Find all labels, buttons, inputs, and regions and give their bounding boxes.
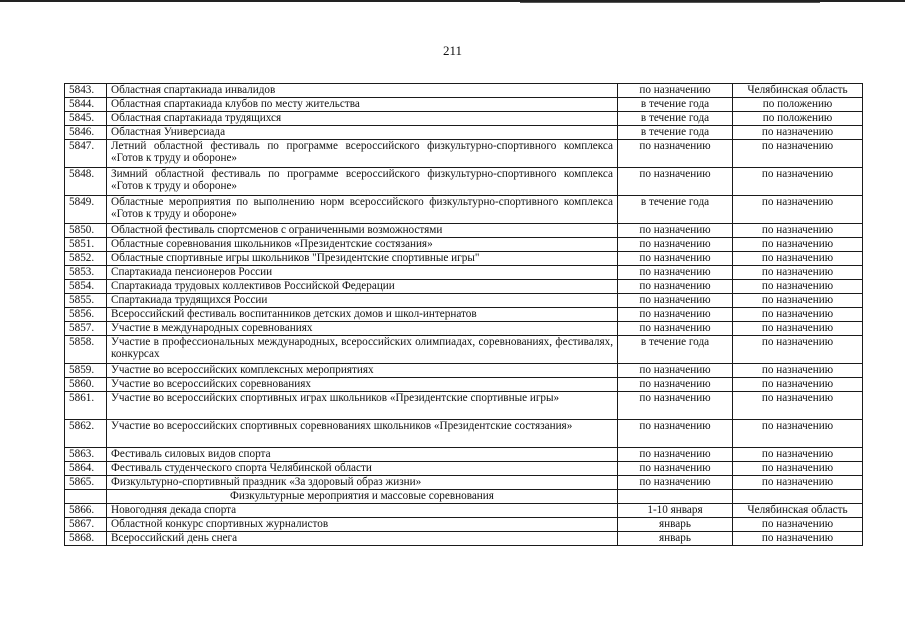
event-name: Участие во всероссийских спортивных соревнованиях школьников «Президентские состязания» <box>107 420 618 448</box>
event-name: Спартакиада пенсионеров России <box>107 266 618 280</box>
row-number: 5844. <box>65 98 107 112</box>
event-location: Челябинская область <box>733 504 863 518</box>
event-location: по назначению <box>733 168 863 196</box>
event-location: по назначению <box>733 224 863 238</box>
event-location: по назначению <box>733 476 863 490</box>
event-name: Областная спартакиада клубов по месту жительства <box>107 98 618 112</box>
event-name: Областные спортивные игры школьников "Президентские спортивные игры" <box>107 252 618 266</box>
event-location: по назначению <box>733 392 863 420</box>
event-term: по назначению <box>618 224 733 238</box>
table-row <box>65 364 863 378</box>
event-name: Участие во всероссийских соревнованиях <box>107 378 618 392</box>
event-term: январь <box>618 518 733 532</box>
table-row <box>65 420 863 448</box>
table-row <box>65 448 863 462</box>
event-name: Участие в профессиональных международных, всероссийских олимпиадах, соревнованиях, фестивалях, конкурсах <box>107 336 618 364</box>
table-row <box>65 84 863 98</box>
event-name: Областная спартакиада трудящихся <box>107 112 618 126</box>
table-row <box>65 266 863 280</box>
table-row <box>65 126 863 140</box>
event-location: Челябинская область <box>733 84 863 98</box>
row-number: 5847. <box>65 140 107 168</box>
event-term: 1-10 января <box>618 504 733 518</box>
event-name: Фестиваль силовых видов спорта <box>107 448 618 462</box>
event-term: по назначению <box>618 280 733 294</box>
event-name: Новогодняя декада спорта <box>107 504 618 518</box>
row-number: 5845. <box>65 112 107 126</box>
table-row <box>65 224 863 238</box>
event-name: Участие во всероссийских комплексных мероприятиях <box>107 364 618 378</box>
event-name: Областной фестиваль спортсменов с ограниченными возможностями <box>107 224 618 238</box>
row-number: 5862. <box>65 420 107 448</box>
event-term: в течение года <box>618 336 733 364</box>
event-name: Спартакиада трудящихся России <box>107 294 618 308</box>
event-name: Всероссийский день снега <box>107 532 618 546</box>
event-location: по назначению <box>733 238 863 252</box>
event-name: Областные мероприятия по выполнению норм всероссийского физкультурно-спортивного комплекса «Готов к труду и обороне» <box>107 196 618 224</box>
row-number: 5858. <box>65 336 107 364</box>
table-row <box>65 280 863 294</box>
section-title: Физкультурные мероприятия и массовые соревнования <box>107 490 618 504</box>
event-location: по назначению <box>733 266 863 280</box>
table-row <box>65 140 863 168</box>
table-row <box>65 476 863 490</box>
event-term: по назначению <box>618 294 733 308</box>
event-term: по назначению <box>618 476 733 490</box>
event-name: Физкультурно-спортивный праздник «За здоровый образ жизни» <box>107 476 618 490</box>
event-location: по назначению <box>733 252 863 266</box>
event-location: по назначению <box>733 420 863 448</box>
event-location: по назначению <box>733 448 863 462</box>
table-row <box>65 322 863 336</box>
event-name: Областная спартакиада инвалидов <box>107 84 618 98</box>
section-header-row <box>65 490 863 504</box>
section-number-cell <box>65 490 107 504</box>
event-term: по назначению <box>618 420 733 448</box>
row-number: 5850. <box>65 224 107 238</box>
event-term: по назначению <box>618 84 733 98</box>
event-term: по назначению <box>618 266 733 280</box>
row-number: 5854. <box>65 280 107 294</box>
event-name: Областная Универсиада <box>107 126 618 140</box>
event-name: Фестиваль студенческого спорта Челябинской области <box>107 462 618 476</box>
row-number: 5853. <box>65 266 107 280</box>
table-row <box>65 392 863 420</box>
event-term: январь <box>618 532 733 546</box>
event-location: по назначению <box>733 378 863 392</box>
row-number: 5843. <box>65 84 107 98</box>
event-name: Участие в международных соревнованиях <box>107 322 618 336</box>
event-location: по назначению <box>733 280 863 294</box>
table-row <box>65 462 863 476</box>
table-row <box>65 532 863 546</box>
table-row <box>65 98 863 112</box>
event-location: по назначению <box>733 140 863 168</box>
section-location-cell <box>733 490 863 504</box>
row-number: 5868. <box>65 532 107 546</box>
event-term: в течение года <box>618 112 733 126</box>
event-name: Спартакиада трудовых коллективов Российской Федерации <box>107 280 618 294</box>
events-table-body <box>65 84 863 546</box>
event-name: Участие во всероссийских спортивных играх школьников «Президентские спортивные игры» <box>107 392 618 420</box>
row-number: 5846. <box>65 126 107 140</box>
table-row <box>65 252 863 266</box>
table-row <box>65 336 863 364</box>
event-term: по назначению <box>618 448 733 462</box>
event-term: в течение года <box>618 98 733 112</box>
row-number: 5852. <box>65 252 107 266</box>
event-name: Летний областной фестиваль по программе всероссийского физкультурно-спортивного комплекса «Готов к труду и обороне» <box>107 140 618 168</box>
event-location: по назначению <box>733 364 863 378</box>
table-row <box>65 168 863 196</box>
table-row <box>65 196 863 224</box>
event-term: в течение года <box>618 196 733 224</box>
event-term: по назначению <box>618 238 733 252</box>
event-location: по назначению <box>733 294 863 308</box>
row-number: 5865. <box>65 476 107 490</box>
event-term: по назначению <box>618 252 733 266</box>
event-location: по назначению <box>733 518 863 532</box>
table-row <box>65 238 863 252</box>
event-term: по назначению <box>618 168 733 196</box>
row-number: 5859. <box>65 364 107 378</box>
event-location: по назначению <box>733 126 863 140</box>
row-number: 5861. <box>65 392 107 420</box>
events-table <box>64 83 863 546</box>
event-location: по положению <box>733 112 863 126</box>
row-number: 5849. <box>65 196 107 224</box>
table-row <box>65 294 863 308</box>
event-location: по назначению <box>733 462 863 476</box>
event-term: по назначению <box>618 364 733 378</box>
event-name: Зимний областной фестиваль по программе всероссийского физкультурно-спортивного комплекса «Готов к труду и обороне» <box>107 168 618 196</box>
page-top-border-secondary <box>520 2 820 3</box>
section-term-cell <box>618 490 733 504</box>
row-number: 5857. <box>65 322 107 336</box>
row-number: 5851. <box>65 238 107 252</box>
event-term: в течение года <box>618 126 733 140</box>
event-term: по назначению <box>618 308 733 322</box>
event-term: по назначению <box>618 140 733 168</box>
row-number: 5848. <box>65 168 107 196</box>
event-location: по назначению <box>733 322 863 336</box>
event-location: по назначению <box>733 336 863 364</box>
table-row <box>65 112 863 126</box>
event-name: Всероссийский фестиваль воспитанников детских домов и школ-интернатов <box>107 308 618 322</box>
table-row <box>65 504 863 518</box>
event-location: по назначению <box>733 532 863 546</box>
event-term: по назначению <box>618 322 733 336</box>
table-row <box>65 518 863 532</box>
event-term: по назначению <box>618 462 733 476</box>
row-number: 5856. <box>65 308 107 322</box>
table-row <box>65 308 863 322</box>
event-location: по назначению <box>733 308 863 322</box>
page-number: 211 <box>442 43 463 58</box>
event-location: по положению <box>733 98 863 112</box>
event-location: по назначению <box>733 196 863 224</box>
row-number: 5866. <box>65 504 107 518</box>
table-row <box>65 378 863 392</box>
event-name: Областные соревнования школьников «Президентские состязания» <box>107 238 618 252</box>
row-number: 5867. <box>65 518 107 532</box>
row-number: 5855. <box>65 294 107 308</box>
row-number: 5860. <box>65 378 107 392</box>
row-number: 5863. <box>65 448 107 462</box>
event-term: по назначению <box>618 392 733 420</box>
event-term: по назначению <box>618 378 733 392</box>
row-number: 5864. <box>65 462 107 476</box>
event-name: Областной конкурс спортивных журналистов <box>107 518 618 532</box>
